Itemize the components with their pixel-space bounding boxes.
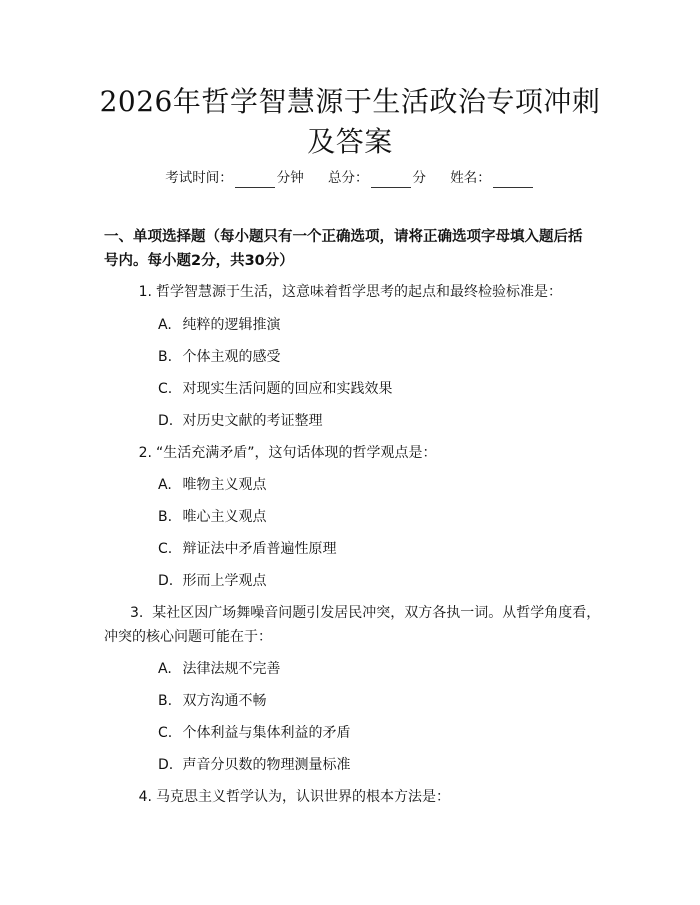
question-4 [104, 785, 604, 809]
q2-option-c [158, 537, 598, 561]
option-letter: A. [158, 317, 172, 333]
option-letter: B. [158, 349, 173, 365]
q1-option-c [158, 377, 598, 401]
student-name-blank [493, 173, 533, 188]
q3-option-b [158, 689, 598, 713]
question-3 [104, 601, 604, 649]
page-title: 2026年哲学智慧源于生活政治专项冲刺及答案 [99, 85, 601, 158]
option-text: 个体利益与集体利益的矛盾 [182, 725, 351, 741]
exam-time-label: 考试时间： [165, 170, 233, 186]
q2-option-d [158, 569, 598, 593]
question-text: 哲学智慧源于生活，这意味着哲学思考的起点和最终检验标准是： [156, 284, 562, 300]
question-text: “生活充满矛盾”，这句话体现的哲学观点是： [156, 445, 437, 461]
exam-time-unit: 分钟 [276, 170, 304, 186]
option-letter: C. [158, 541, 173, 557]
option-letter: C. [158, 725, 173, 741]
q1-option-a [158, 313, 598, 337]
total-score-label: 总分： [328, 170, 369, 186]
option-letter: D. [158, 573, 174, 589]
option-text: 个体主观的感受 [182, 349, 281, 365]
total-score [328, 168, 426, 188]
q3-option-c [158, 721, 598, 745]
option-letter: A. [158, 661, 172, 677]
question-number: 3. [130, 605, 144, 621]
option-text: 形而上学观点 [182, 573, 267, 589]
question-text: 某社区因广场舞噪音问题引发居民冲突，双方各执一词。从哲学角度看，冲突的核心问题可能在于： [104, 605, 601, 645]
option-text: 双方沟通不畅 [182, 693, 267, 709]
question-number: 1. [138, 284, 152, 300]
q2-option-b [158, 505, 598, 529]
student-name [450, 168, 535, 188]
total-score-unit: 分 [412, 170, 426, 186]
option-text: 纯粹的逻辑推演 [182, 317, 281, 333]
option-letter: C. [158, 381, 173, 397]
option-letter: A. [158, 477, 172, 493]
question-2 [104, 441, 604, 465]
question-number: 4. [138, 789, 152, 805]
q3-option-a [158, 657, 598, 681]
option-letter: B. [158, 693, 173, 709]
student-name-label: 姓名： [450, 170, 491, 186]
option-text: 法律法规不完善 [182, 661, 281, 677]
option-letter: B. [158, 509, 173, 525]
exam-time-blank [235, 173, 275, 188]
q3-option-d [158, 753, 598, 777]
option-text: 对现实生活问题的回应和实践效果 [182, 381, 393, 397]
q1-option-b [158, 345, 598, 369]
option-letter: D. [158, 757, 174, 773]
question-1 [104, 280, 604, 304]
option-text: 对历史文献的考证整理 [182, 413, 323, 429]
exam-info-line [0, 168, 700, 188]
question-number: 2. [138, 445, 152, 461]
section-heading: 一、单项选择题（每小题只有一个正确选项，请将正确选项字母填入题后括号内。每小题2分，共30分） [104, 229, 583, 269]
q1-option-d [158, 409, 598, 433]
total-score-blank [371, 173, 411, 188]
option-letter: D. [158, 413, 174, 429]
q2-option-a [158, 473, 598, 497]
option-text: 辩证法中矛盾普遍性原理 [182, 541, 337, 557]
exam-time [165, 168, 304, 188]
option-text: 唯心主义观点 [182, 509, 267, 525]
question-text: 马克思主义哲学认为，认识世界的根本方法是： [156, 789, 450, 805]
option-text: 声音分贝数的物理测量标准 [182, 757, 351, 773]
option-text: 唯物主义观点 [182, 477, 267, 493]
